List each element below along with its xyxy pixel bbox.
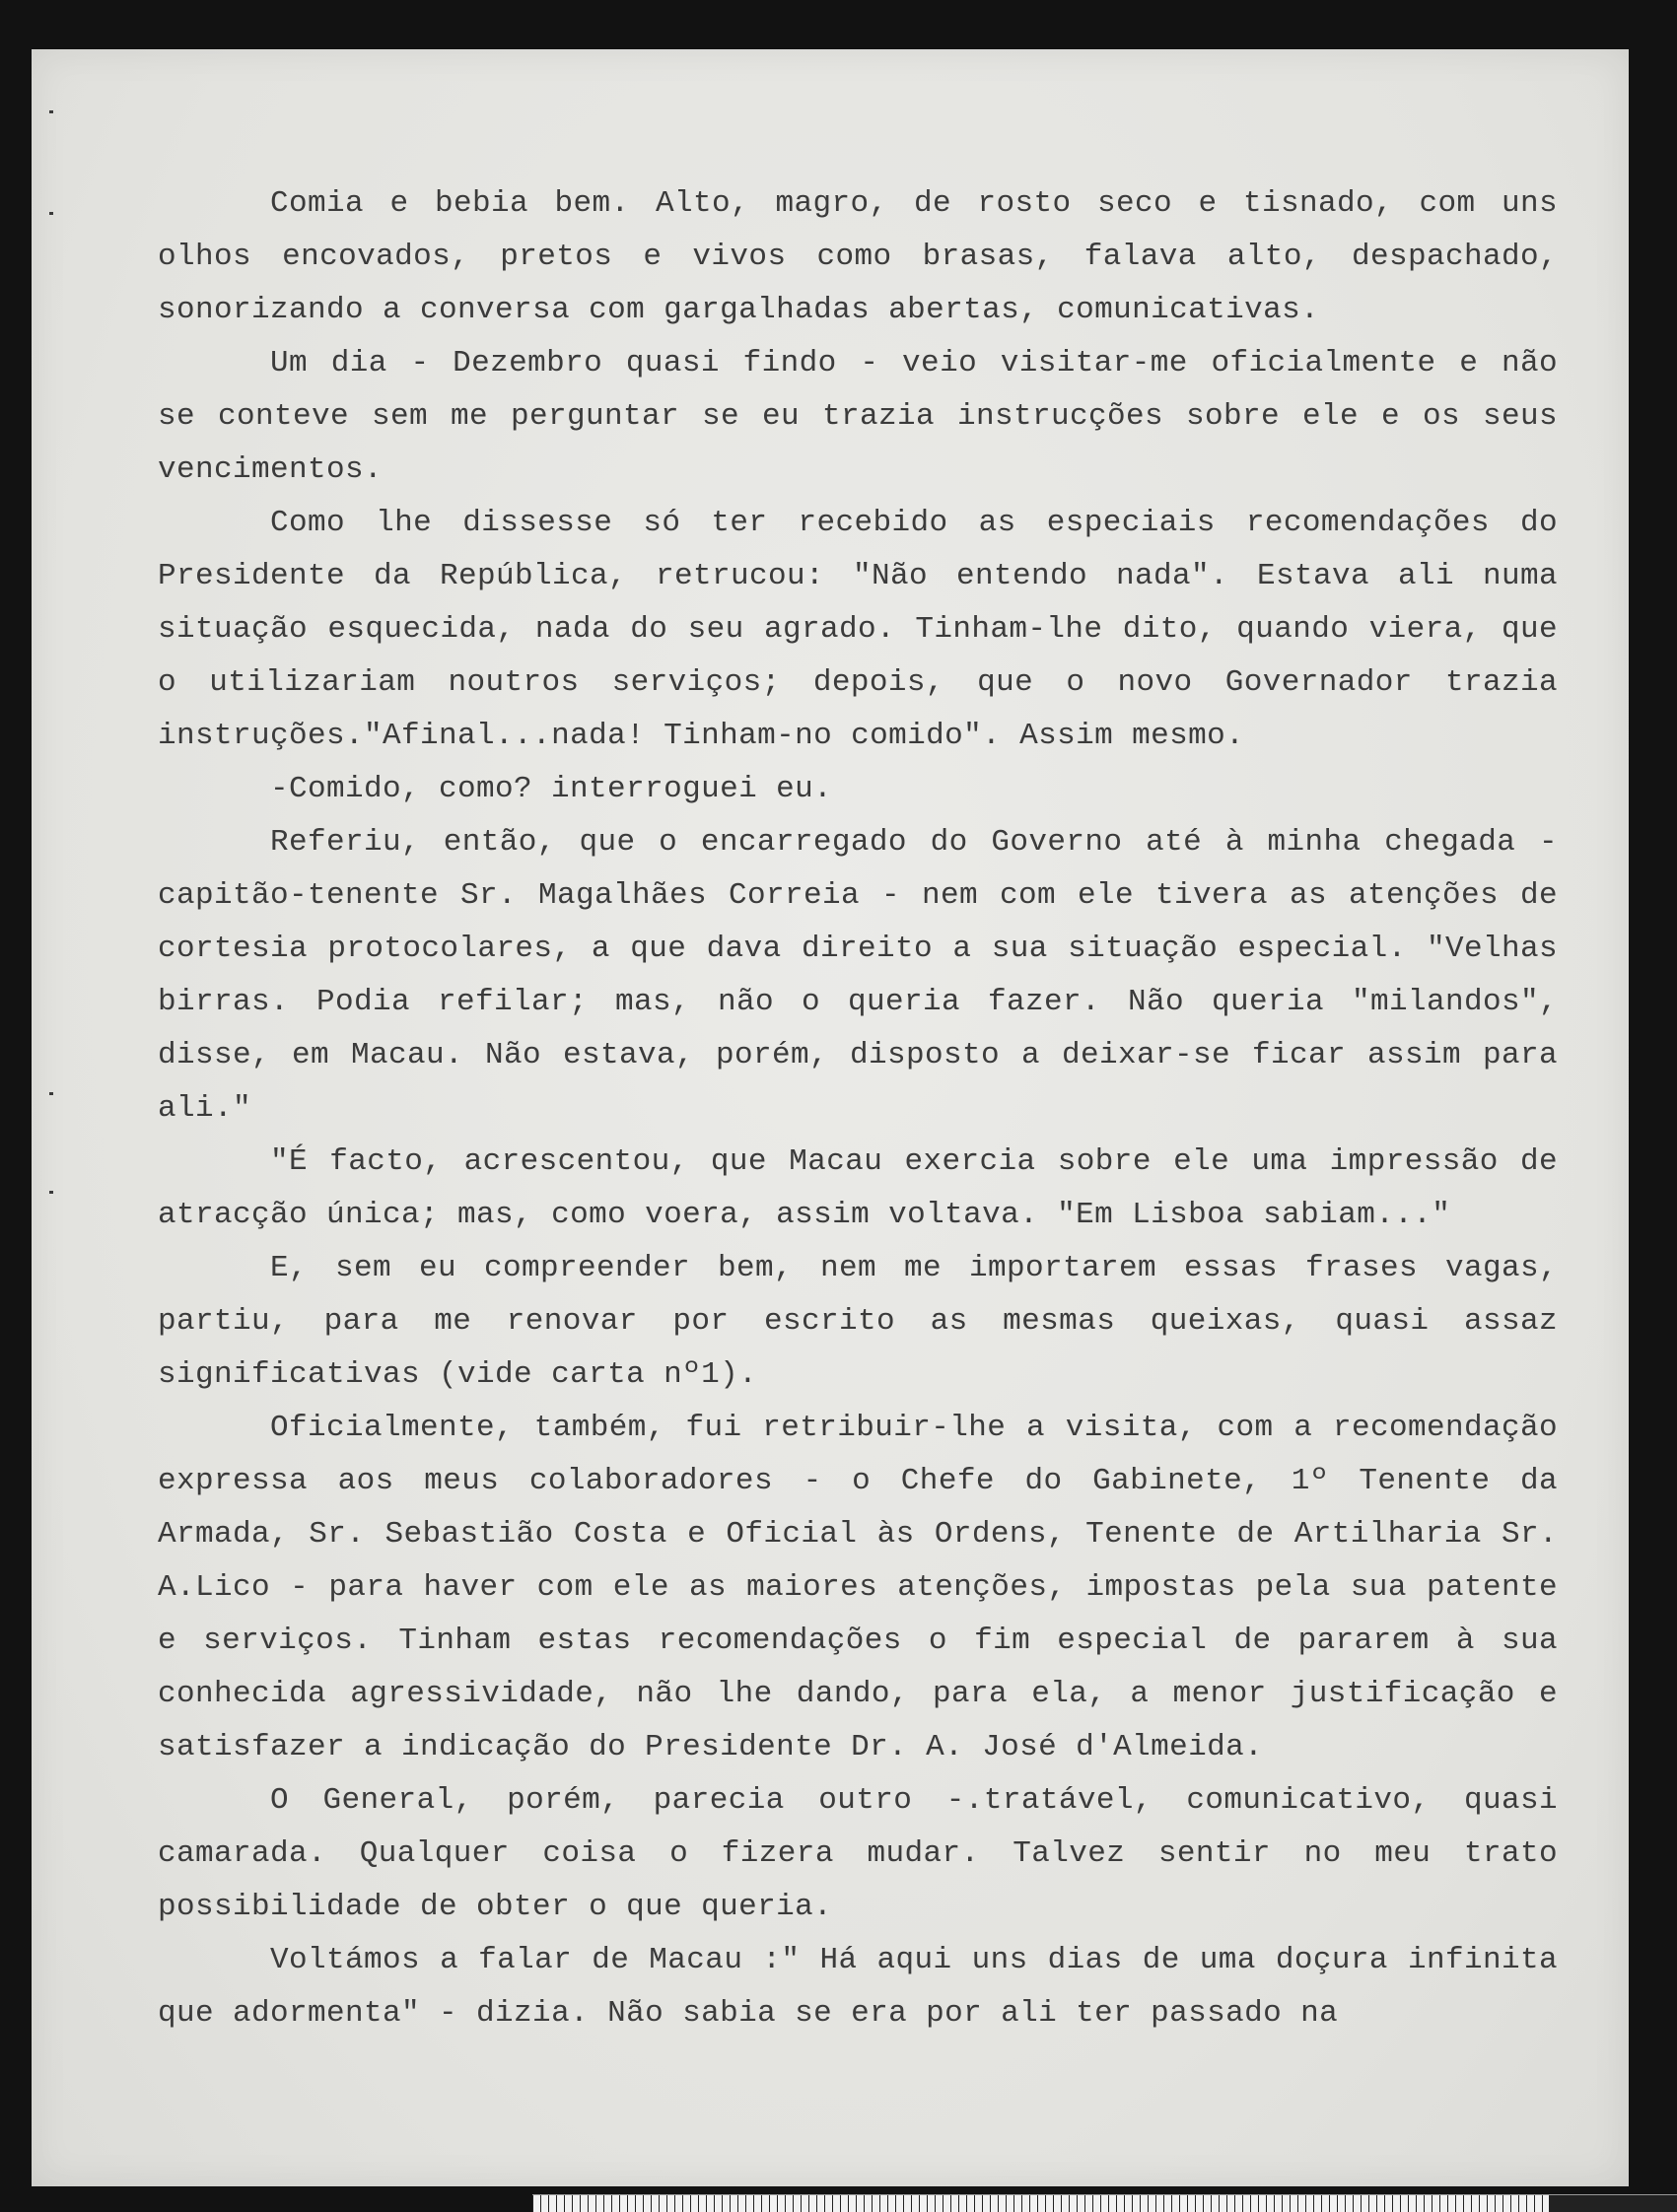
paragraph: Comia e bebia bem. Alto, magro, de rosto seco e tisnado, com uns olhos encovados, pretos e vivos como brasas, falava alto, despachado, sonorizando a conversa com gargalhadas abertas, comunicativas. [158,186,1577,327]
scale-ruler [532,2194,1677,2212]
document-body [158,177,1577,2040]
margin-mark [49,1092,53,1095]
paragraph: -Comido, como? interroguei eu. [270,772,833,806]
paragraph: "É facto, acrescentou, que Macau exercia sobre ele uma impressão de atracção única; mas, como voera, assim voltava. "Em Lisboa sabiam..." [158,1144,1577,1232]
margin-mark [49,110,53,113]
paragraph: Oficialmente, também, fui retribuir-lhe a visita, com a recomendação expressa aos meus colaboradores - o Chefe do Gabinete, 1º Tenente da Armada, Sr. Sebastião Costa e Oficial às Ordens, Tenente de Artilharia Sr. A.Lico - para haver com ele as maiores atenções, impostas pela sua patente e serviços. Tinham estas recomendações o fim especial de pararem à sua conhecida agressividade, não lhe dando, para ela, a menor justificação e satisfazer a indicação do Presidente Dr. A. José d'Almeida. [158,1411,1577,1764]
paragraph: O General, porém, parecia outro -.tratável, comunicativo, quasi camarada. Qualquer coisa o fizera mudar. Talvez sentir no meu trato possibilidade de obter o que queria. [158,1783,1577,1924]
paragraph: Como lhe dissesse só ter recebido as especiais recomendações do Presidente da República, retrucou: "Não entendo nada". Estava ali numa situação esquecida, nada do seu agrado. Tinham-lhe dito, quando viera, que o utilizariam noutros serviços; depois, que o novo Governador trazia instruções."Afinal...nada! Tinham-no comido". Assim mesmo. [158,506,1577,753]
paragraph: Voltámos a falar de Macau :" Há aqui uns dias de uma doçura infinita que adormenta" - dizia. Não sabia se era por ali ter passado na [158,1943,1577,2031]
margin-mark [49,212,53,215]
ruler-end-block [1549,2195,1677,2212]
paragraph: E, sem eu compreender bem, nem me importarem essas frases vagas, partiu, para me renovar por escrito as mesmas queixas, quasi assaz significativas (vide carta nº1). [158,1251,1577,1392]
typewritten-page [32,49,1629,2186]
paragraph: Um dia - Dezembro quasi findo - veio visitar-me oficialmente e não se conteve sem me perguntar se eu trazia instrucções sobre ele e os seus vencimentos. [158,346,1577,487]
paragraph: Referiu, então, que o encarregado do Governo até à minha chegada - capitão-tenente Sr. Magalhães Correia - nem com ele tivera as atenções de cortesia protocolares, a que dava direito a sua situação especial. "Velhas birras. Podia refilar; mas, não o queria fazer. Não queria "milandos", disse, em Macau. Não estava, porém, disposto a deixar-se ficar assim para ali." [158,825,1577,1126]
margin-mark [49,1191,53,1194]
